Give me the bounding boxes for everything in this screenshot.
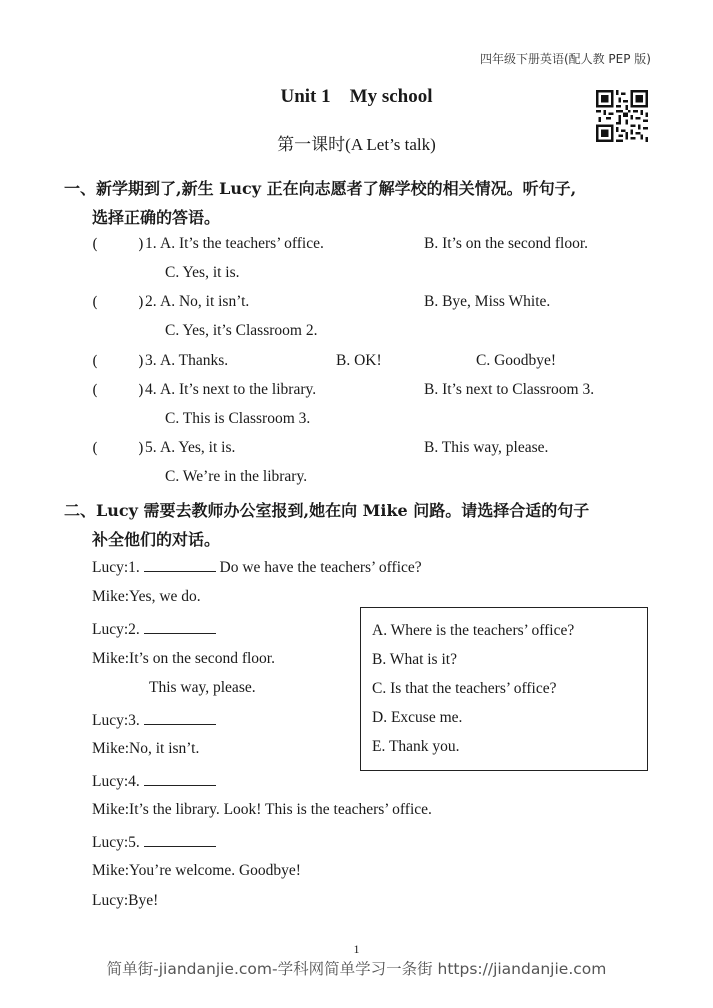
question-number: 3.	[145, 352, 157, 369]
page-number: 1	[353, 942, 360, 956]
answer-paren-open: (	[92, 293, 98, 311]
section2-heading	[64, 496, 589, 525]
dialogue-line	[92, 832, 216, 852]
option-c: C. Is that the teachers’ office?	[372, 680, 557, 697]
answer-paren-open: (	[92, 352, 98, 370]
options-box	[360, 607, 648, 771]
dialogue-line	[92, 740, 199, 758]
dialogue-line	[92, 619, 216, 639]
speaker-name: Lucy:	[92, 773, 129, 790]
dialogue-line	[92, 588, 201, 606]
answer-paren-close: )	[138, 235, 144, 253]
dialogue-text: Bye!	[128, 892, 159, 909]
speaker-name: Mike:	[92, 862, 130, 879]
speaker-name: Lucy:	[92, 834, 129, 851]
speaker-name: Mike:	[92, 740, 130, 757]
answer-paren-close: )	[138, 439, 144, 457]
option-b: B. Bye, Miss White.	[424, 293, 551, 310]
section2-number: 二、	[64, 501, 97, 520]
dialogue-number: 3.	[128, 712, 140, 729]
section2-instruction-line2: 补全他们的对话。	[92, 530, 221, 549]
option-b: B. It’s next to Classroom 3.	[424, 381, 595, 398]
book-label: 四年级下册英语(配人教 PEP 版)	[479, 52, 651, 66]
dialogue-text: It’s the library. Look! This is the teachers’ office.	[129, 801, 432, 818]
dialogue-number: 1.	[128, 559, 140, 576]
question-number: 4.	[145, 381, 157, 398]
dialogue-text: Do we have the teachers’ office?	[215, 559, 422, 576]
dialogue-number: 2.	[128, 621, 140, 638]
option-c: C. Yes, it’s Classroom 2.	[165, 322, 318, 339]
option-b: B. What is it?	[372, 651, 457, 668]
option-a: A. No, it isn’t.	[160, 293, 250, 310]
question-number: 2.	[145, 293, 157, 310]
option-a: A. It’s next to the library.	[160, 381, 317, 398]
section2-instruction-line1: Lucy 需要去教师办公室报到,她在向 Mike 问路。请选择合适的句子	[96, 501, 590, 520]
option-b: B. It’s on the second floor.	[424, 235, 589, 252]
dialogue-line	[92, 801, 432, 819]
section1-heading	[64, 174, 576, 203]
dialogue-text: You’re welcome. Goodbye!	[129, 862, 301, 879]
dialogue-text: This way, please.	[149, 679, 256, 696]
option-b: B. OK!	[336, 352, 382, 369]
dialogue-text: It’s on the second floor.	[129, 650, 275, 667]
question-number: 1.	[145, 235, 157, 252]
speaker-name: Mike:	[92, 650, 130, 667]
speaker-name: Lucy:	[92, 712, 129, 729]
option-c: C. Goodbye!	[476, 352, 557, 369]
dialogue-text: Yes, we do.	[129, 588, 201, 605]
answer-blank[interactable]	[144, 771, 216, 786]
answer-blank[interactable]	[144, 619, 216, 634]
section1-instruction-line1: 新学期到了,新生 Lucy 正在向志愿者了解学校的相关情况。听句子,	[96, 179, 577, 198]
dialogue-line	[92, 892, 158, 910]
answer-paren-open: (	[92, 235, 98, 253]
option-c: C. This is Classroom 3.	[165, 410, 311, 427]
speaker-name: Lucy:	[92, 559, 129, 576]
dialogue-text: No, it isn’t.	[129, 740, 200, 757]
footer-watermark[interactable]: 简单街-jiandanjie.com-学科网简单学习一条街 https://jiandanjie.com	[106, 960, 607, 978]
section1-number: 一、	[64, 179, 97, 198]
dialogue-line	[92, 710, 216, 730]
option-e: E. Thank you.	[372, 738, 460, 755]
speaker-name: Lucy:	[92, 892, 129, 909]
option-c: C. We’re in the library.	[165, 468, 308, 485]
option-a: A. Where is the teachers’ office?	[372, 622, 575, 639]
speaker-name: Mike:	[92, 588, 130, 605]
answer-paren-close: )	[138, 293, 144, 311]
qr-code-icon[interactable]	[596, 90, 648, 142]
unit-name: My school	[349, 86, 433, 107]
dialogue-number: 5.	[128, 834, 140, 851]
section1-instruction-line2: 选择正确的答语。	[92, 208, 221, 227]
dialogue-line	[149, 679, 256, 697]
speaker-name: Mike:	[92, 801, 130, 818]
answer-paren-open: (	[92, 381, 98, 399]
option-b: B. This way, please.	[424, 439, 549, 456]
option-a: A. Thanks.	[160, 352, 229, 369]
option-a: A. Yes, it is.	[160, 439, 236, 456]
option-c: C. Yes, it is.	[165, 264, 240, 281]
dialogue-number: 4.	[128, 773, 140, 790]
dialogue-line	[92, 557, 422, 577]
answer-paren-close: )	[138, 352, 144, 370]
question-number: 5.	[145, 439, 157, 456]
option-a: A. It’s the teachers’ office.	[160, 235, 324, 252]
lesson-title: 第一课时(A Let’s talk)	[277, 135, 436, 154]
unit-number: Unit 1	[280, 86, 331, 107]
answer-blank[interactable]	[144, 557, 216, 572]
dialogue-line	[92, 862, 301, 880]
speaker-name: Lucy:	[92, 621, 129, 638]
answer-paren-close: )	[138, 381, 144, 399]
dialogue-line	[92, 771, 216, 791]
option-d: D. Excuse me.	[372, 709, 463, 726]
answer-blank[interactable]	[144, 710, 216, 725]
answer-paren-open: (	[92, 439, 98, 457]
dialogue-line	[92, 650, 275, 668]
answer-blank[interactable]	[144, 832, 216, 847]
